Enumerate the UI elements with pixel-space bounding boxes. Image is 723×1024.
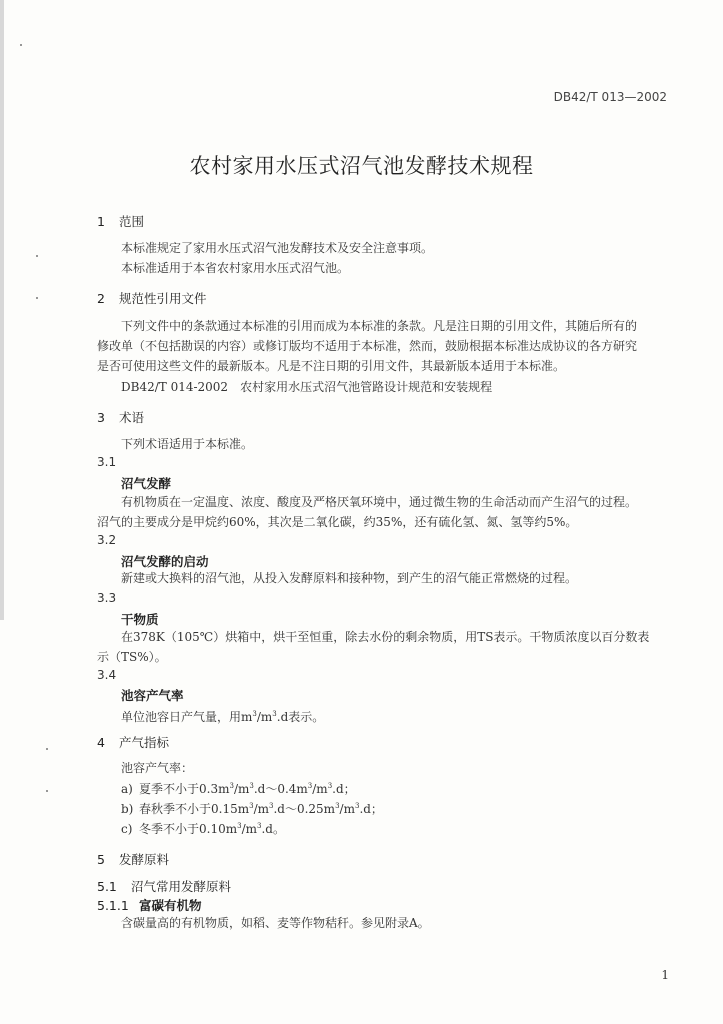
term-name: 池容产气率 bbox=[121, 688, 184, 703]
term-definition: 示（TS%）。 bbox=[97, 650, 167, 664]
term-definition: 新建或大换料的沼气池，从投入发酵原料和接种物，到产生的沼气能正常燃烧的过程。 bbox=[121, 571, 578, 585]
paragraph-line: 下列文件中的条款通过本标准的引用而成为本标准的条款。凡是注日期的引用文件，其随后所有的 bbox=[121, 319, 638, 333]
paragraph: 下列术语适用于本标准。 bbox=[121, 437, 254, 451]
term-number: 3.3 bbox=[97, 591, 117, 605]
term-definition: 在378K（105℃）烘箱中，烘干至恒重，除去水份的剩余物质，用TS表示。干物质浓度以百分数表 bbox=[121, 630, 650, 644]
standard-code: DB42/T 013—2002 bbox=[553, 90, 667, 104]
list-item: c) 冬季不小于$0.10m^3/m^3.d$。 bbox=[121, 822, 285, 836]
section-3-heading: 3 术语 bbox=[97, 410, 145, 425]
scan-speck bbox=[46, 748, 48, 750]
list-item: a) 夏季不小于$0.3m^3/m^3.d\sim 0.4m^3/m^3.d$； bbox=[121, 782, 356, 796]
paragraph-line: 修改单（不包括勘误的内容）或修订版均不适用于本标准，然而，鼓励根据本标准达成协议的各方研究 bbox=[97, 339, 638, 353]
term-number: 3.2 bbox=[97, 533, 117, 547]
scan-edge bbox=[0, 0, 4, 620]
section-4-heading: 4 产气指标 bbox=[97, 735, 170, 750]
section-5-heading: 5 发酵原料 bbox=[97, 852, 170, 867]
scan-speck bbox=[36, 297, 38, 299]
section-2-heading: 2 规范性引用文件 bbox=[97, 291, 207, 306]
normative-reference: DB42/T 014-2002 农村家用水压式沼气池管路设计规范和安装规程 bbox=[121, 380, 493, 394]
term-definition: 有机物质在一定温度、浓度、酸度及严格厌氧环境中，通过微生物的生命活动而产生沼气的过程。 bbox=[121, 495, 638, 509]
paragraph: 本标准适用于本省农村家用水压式沼气池。 bbox=[121, 261, 350, 275]
scan-speck bbox=[46, 790, 48, 792]
term-number: 3.4 bbox=[97, 668, 117, 682]
paragraph-line: 是否可使用这些文件的最新版本。凡是不注日期的引用文件，其最新版本适用于本标准。 bbox=[97, 359, 566, 373]
term-name: 沼气发酵的启动 bbox=[121, 554, 209, 569]
document-title: 农村家用水压式沼气池发酵技术规程 bbox=[189, 154, 534, 178]
page-number: 1 bbox=[661, 968, 669, 982]
subsection-5-1-1-heading: 5.1.1 富碳有机物 bbox=[97, 898, 202, 913]
term-number: 3.1 bbox=[97, 455, 117, 469]
list-item: b) 春秋季不小于$0.15m^3/m^3.d\sim 0.25m^3/m^3.d$； bbox=[121, 802, 383, 816]
term-name: 沼气发酵 bbox=[121, 476, 172, 491]
scan-speck bbox=[20, 44, 22, 46]
section-1-heading: 1 范围 bbox=[97, 214, 145, 229]
paragraph: 本标准规定了家用水压式沼气池发酵技术及安全注意事项。 bbox=[121, 241, 434, 255]
term-name: 干物质 bbox=[121, 612, 159, 627]
subsection-5-1-heading: 5.1 沼气常用发酵原料 bbox=[97, 879, 232, 894]
paragraph: 含碳量高的有机物质，如稻、麦等作物秸秆。参见附录A。 bbox=[121, 916, 430, 930]
term-definition: 沼气的主要成分是甲烷约60%，其次是二氧化碳，约35%，还有硫化氢、氮、氢等约5%。 bbox=[97, 515, 578, 529]
paragraph: 池容产气率： bbox=[121, 761, 194, 775]
scan-speck bbox=[36, 255, 38, 257]
term-definition: 单位池容日产气量，用$m^3/m^3.d$表示。 bbox=[121, 710, 325, 724]
